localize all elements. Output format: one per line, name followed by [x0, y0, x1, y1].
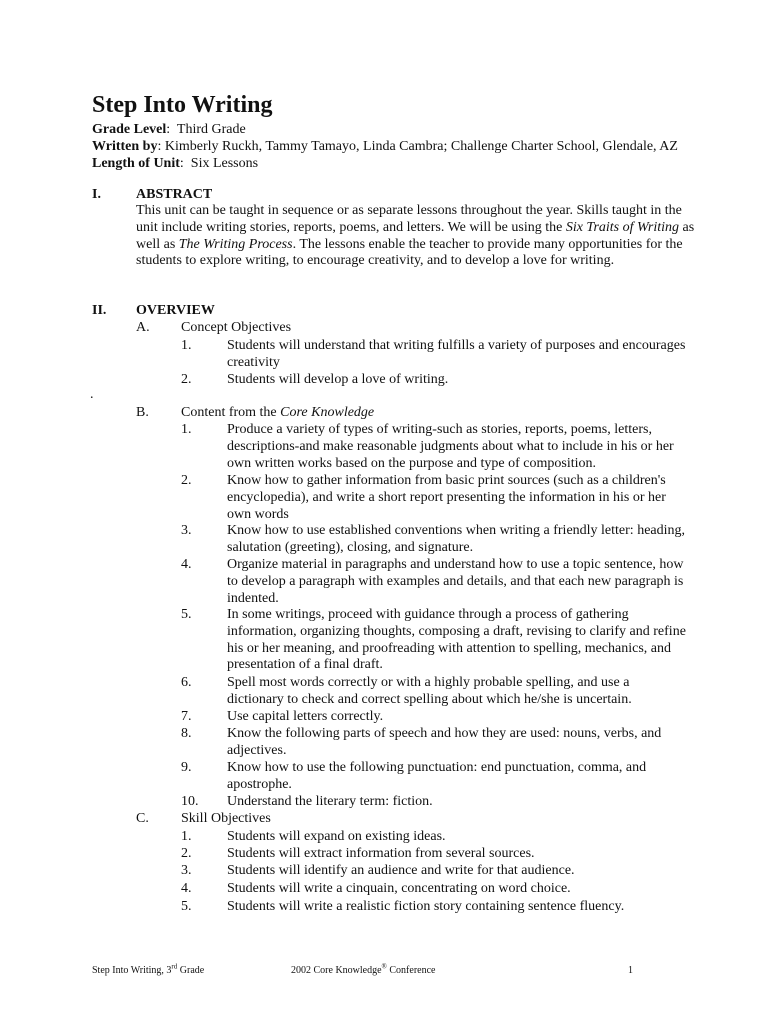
list-item-number: 5.: [181, 607, 192, 622]
abstract-text-b: as well as: [136, 219, 695, 252]
list-item-text: Produce a variety of types of writing-such as stories, reports, poems, letters, descriptions-and make reasonable judgments about what to include in his or her own written works based on the purpose and type of composition.: [227, 422, 674, 471]
abstract-text-a: This unit can be taught in sequence or as separate lessons throughout the year. Skills taught in the unit include writing stories, reports, poems, and letters. We will be using the: [136, 203, 682, 235]
list-item-text: Know how to use established conventions when writing a friendly letter: heading, salutation (greeting), closing, and signature.: [227, 523, 686, 555]
footer-center-prefix: 2002 Core Knowledge: [291, 965, 382, 976]
list-item-number: 5.: [181, 899, 192, 914]
subsection-a-letter: A.: [136, 320, 150, 335]
list-item-number: 4.: [181, 557, 192, 572]
footer-center-suffix: Conference: [386, 965, 436, 976]
grade-level-value: Third Grade: [176, 122, 246, 137]
footer-center: [291, 962, 436, 976]
written-by-label: Written by: [92, 139, 158, 154]
list-item-text: Use capital letters correctly.: [227, 709, 384, 724]
list-item-number: 1.: [181, 829, 192, 844]
content-core-knowledge-title: [181, 405, 374, 421]
list-item-number: 8.: [181, 726, 192, 741]
list-item-text: Students will understand that writing fulfills a variety of purposes and encourages creativity: [227, 338, 686, 370]
list-item-number: 9.: [181, 760, 192, 775]
overview-heading: OVERVIEW: [136, 303, 215, 318]
written-by-line: Written by: Kimberly Ruckh, Tammy Tamayo, Linda Cambra; Challenge Charter School, Glendale, AZ: [92, 139, 678, 154]
skill-objectives-title: Skill Objectives: [181, 811, 271, 826]
section-2-numeral: II.: [92, 303, 107, 318]
length-of-unit-label: Length of Unit: [92, 156, 180, 171]
content-title-prefix: Content from the: [181, 405, 281, 420]
list-item-text: Organize material in paragraphs and understand how to use a topic sentence, how to develop a paragraph with examples and details, and that each new paragraph is indented.: [227, 557, 684, 606]
list-item-number: 3.: [181, 523, 192, 538]
list-item-text: Students will expand on existing ideas.: [227, 829, 446, 844]
list-item-text: Know the following parts of speech and how they are used: nouns, verbs, and adjectives.: [227, 726, 662, 758]
content-title-italic: Core Knowledge: [280, 405, 375, 420]
grade-level-label: Grade Level: [92, 122, 167, 137]
list-item-text: Students will develop a love of writing.: [227, 372, 449, 387]
list-item-number: 7.: [181, 709, 192, 724]
abstract-italic-writing-process: The Writing Process: [178, 236, 293, 252]
list-item-text: Students will write a cinquain, concentrating on word choice.: [227, 881, 571, 896]
list-item-number: 10.: [181, 794, 199, 809]
concept-objectives-title: Concept Objectives: [181, 320, 292, 335]
written-by-value: Kimberly Ruckh, Tammy Tamayo, Linda Cambra; Challenge Charter School, Glendale, AZ: [164, 139, 678, 154]
list-item-text: Know how to gather information from basic print sources (such as a children's encyclopedia), and write a short report presenting the information in his or her own words: [227, 473, 666, 522]
footer-left-suffix: Grade: [177, 965, 205, 976]
list-item-text: Know how to use the following punctuation: end punctuation, comma, and apostrophe.: [227, 760, 647, 792]
length-of-unit-value: Six Lessons: [190, 156, 259, 171]
subsection-b-letter: B.: [136, 405, 149, 420]
list-item-number: 3.: [181, 863, 192, 878]
list-item-text: Understand the literary term: fiction.: [227, 794, 433, 809]
list-item-number: 4.: [181, 881, 192, 896]
list-item-text: Students will extract information from several sources.: [227, 846, 535, 861]
length-of-unit-line: Length of Unit: Six Lessons: [92, 156, 259, 171]
footer-left-sup: rd: [171, 962, 178, 971]
stray-mark: .: [90, 387, 94, 402]
footer-left-prefix: Step Into Writing, 3: [92, 965, 172, 976]
page-number: 1: [628, 965, 633, 976]
section-1-numeral: I.: [92, 187, 101, 202]
list-item-number: 6.: [181, 675, 192, 690]
list-item-text: Spell most words correctly or with a highly probable spelling, and use a dictionary to check and correct spelling about which he/she is uncertain.: [227, 675, 632, 707]
abstract-italic-six-traits: Six Traits of Writing: [565, 219, 680, 235]
abstract-heading: ABSTRACT: [136, 187, 213, 202]
page-title: Step Into Writing: [92, 92, 273, 118]
grade-level-line: Grade Level: Third Grade: [92, 122, 246, 137]
abstract-text-c: . The lessons enable the teacher to provide many opportunities for the students to explore writing, to encourage creativity, and to develop a love for writing.: [136, 236, 683, 269]
list-item-number: 2.: [181, 372, 192, 387]
list-item-text: Students will write a realistic fiction story containing sentence fluency.: [227, 899, 625, 914]
list-item-number: 2.: [181, 473, 192, 488]
list-item-number: 2.: [181, 846, 192, 861]
list-item-number: 1.: [181, 338, 192, 353]
footer-left: [92, 962, 205, 976]
list-item-text: Students will identify an audience and write for that audience.: [227, 863, 575, 878]
abstract-paragraph: [136, 203, 696, 270]
list-item-text: In some writings, proceed with guidance through a process of gathering information, organizing thoughts, composing a draft, revising to clarify and refine his or her meaning, and proofreading with attention to spelling, mechanics, and presentation of a final draft.: [227, 607, 686, 673]
subsection-c-letter: C.: [136, 811, 149, 826]
footer-center-sup: ®: [381, 962, 387, 971]
list-item-number: 1.: [181, 422, 192, 437]
